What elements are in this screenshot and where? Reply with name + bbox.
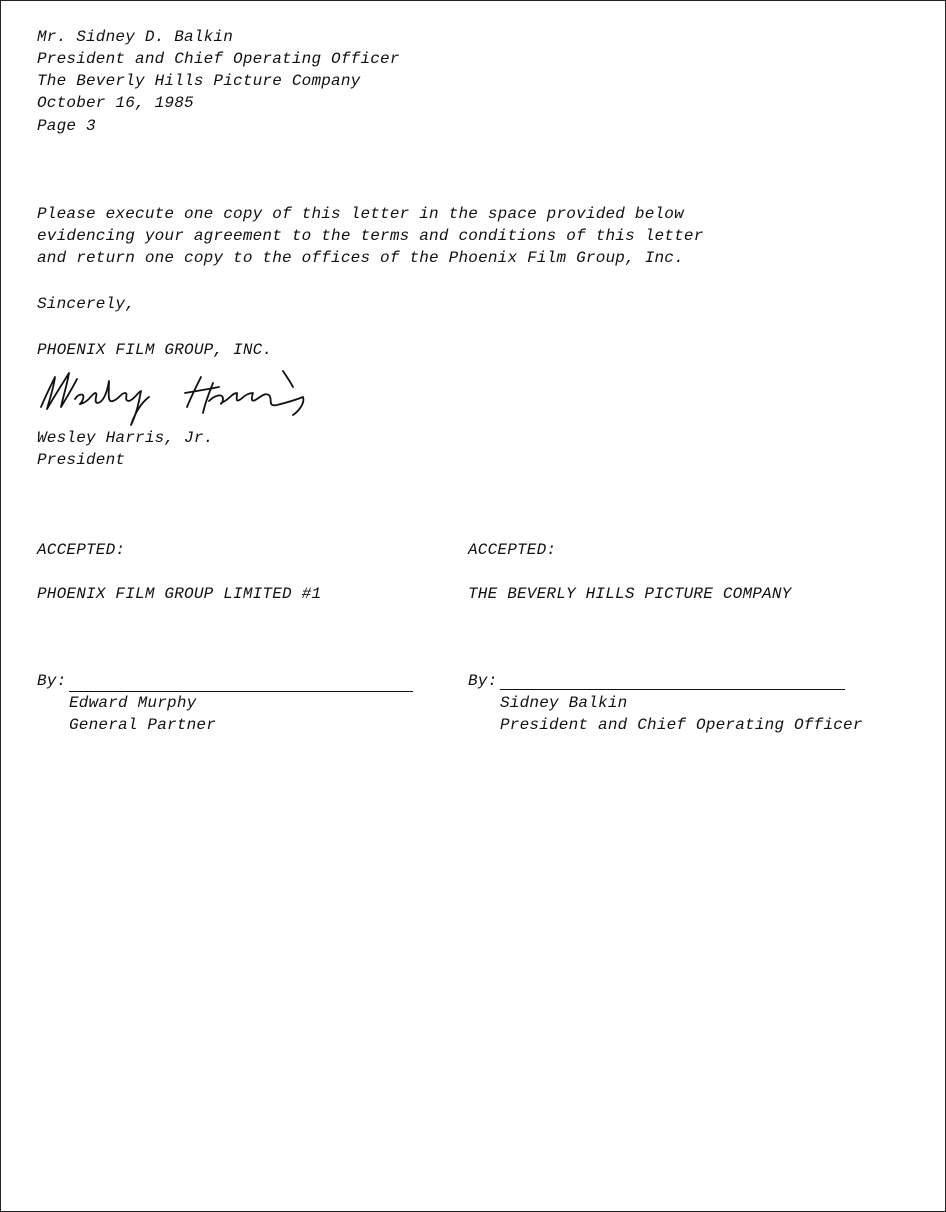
sender-name: Wesley Harris, Jr.	[37, 429, 214, 447]
body-line-2: evidencing your agreement to the terms and conditions of this letter	[37, 227, 704, 245]
signer-title-left: General Partner	[69, 716, 217, 734]
signer-name-left: Edward Murphy	[69, 694, 197, 712]
signer-name-right: Sidney Balkin	[500, 694, 628, 712]
signer-title-right: President and Chief Operating Officer	[500, 716, 863, 734]
recipient-company: The Beverly Hills Picture Company	[37, 72, 361, 90]
page-number: Page 3	[37, 117, 96, 135]
sender-title: President	[37, 451, 126, 469]
by-label-right: By:	[468, 672, 498, 690]
recipient-title: President and Chief Operating Officer	[37, 50, 400, 68]
sender-company: PHOENIX FILM GROUP, INC.	[37, 341, 273, 359]
handwritten-signature	[37, 363, 312, 431]
body-line-1: Please execute one copy of this letter in the space provided below	[37, 205, 684, 223]
closing: Sincerely,	[37, 295, 136, 313]
accepted-company-left: PHOENIX FILM GROUP LIMITED #1	[37, 585, 322, 603]
letter-date: October 16, 1985	[37, 94, 194, 112]
accepted-label-left: ACCEPTED:	[37, 541, 126, 559]
signature-line-right	[500, 689, 845, 690]
by-label-left: By:	[37, 672, 67, 690]
accepted-label-right: ACCEPTED:	[468, 541, 557, 559]
body-line-3: and return one copy to the offices of the Phoenix Film Group, Inc.	[37, 249, 684, 267]
recipient-name: Mr. Sidney D. Balkin	[37, 28, 234, 46]
accepted-company-right: THE BEVERLY HILLS PICTURE COMPANY	[468, 585, 792, 603]
